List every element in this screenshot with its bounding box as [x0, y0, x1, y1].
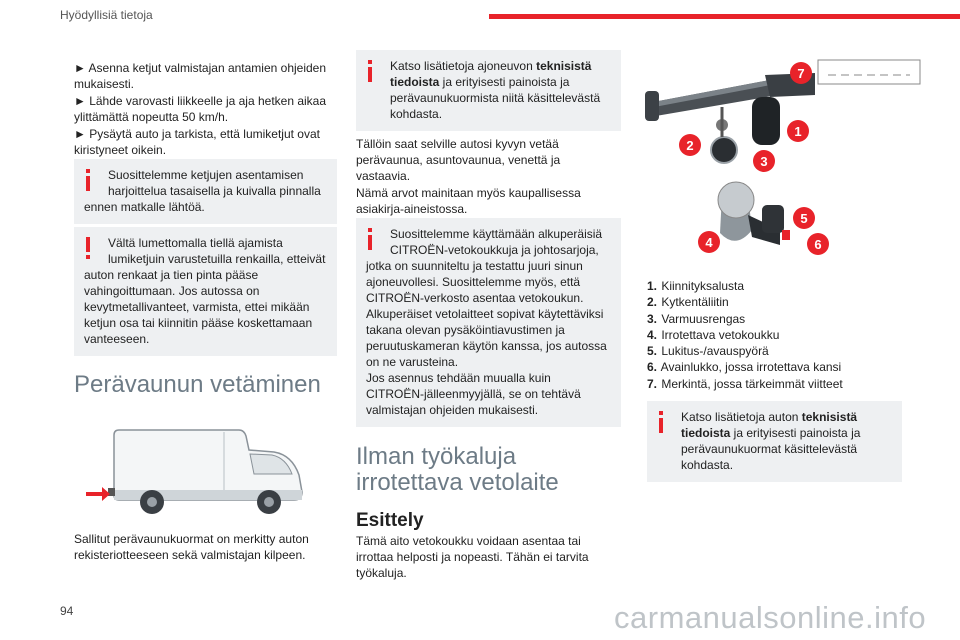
paragraph-capacity: Tällöin saat selville autosi kyvyn vetää perävaunua, asuntovaunua, venettä ja vastaavia. — [356, 137, 561, 183]
callout-1: 1 — [794, 124, 802, 139]
warning-box-lead: Vältä lumettomalla tiellä ajamista lumiketjuin varustetuilla renkailla, etteivät — [108, 236, 326, 266]
callout-6: 6 — [814, 237, 822, 252]
section-title-towing: Perävaunun vetäminen — [74, 371, 321, 398]
warning-icon — [81, 237, 95, 259]
towing-caption: Sallitut perävaunukuormat on merkitty auton rekisteriotteeseen sekä valmistajan kilpeen. — [74, 532, 309, 562]
section-title-removable-hitch: Ilman työkaluja irrotettava vetolaite — [356, 443, 559, 496]
legend-list — [647, 278, 843, 392]
running-header: Hyödyllisiä tietoja — [60, 8, 153, 22]
info-box-bold: teknisistä tiedoista — [390, 59, 592, 89]
legend-item: 3. Varmuusrengas — [647, 311, 746, 326]
paragraph-documents: Nämä arvot mainitaan myös kaupallisessa asiakirja-aineistossa. — [356, 186, 581, 216]
info-box — [74, 159, 337, 224]
info-icon — [654, 411, 668, 433]
info-icon — [363, 60, 377, 82]
info-box-pre: Katso lisätietoja auton — [681, 410, 802, 424]
info-box-rest: ennen matkalle lähtöä. — [84, 200, 205, 214]
legend-item: 1. Kiinnityksalusta — [647, 279, 745, 293]
info-box-original-hooks — [356, 218, 621, 427]
info-box-lead: Suosittelemme käyttämään alkuperäisiä CITROËN-vetokoukkuja ja johtosarjoja, — [390, 227, 603, 257]
van-illustration — [74, 420, 324, 520]
watermark: carmanualsonline.info — [614, 600, 927, 635]
info-icon — [81, 169, 95, 191]
subtitle-introduction: Esittely — [356, 510, 424, 531]
paragraph-introduction: Tämä aito vetokoukku voidaan asentaa tai irrottaa helposti ja nopeasti. Tähän ei tarvita työkaluja. — [356, 534, 589, 580]
callout-5: 5 — [800, 211, 808, 226]
info-box-rest: jotka on suunniteltu ja testattu juuri sinun ajoneuvollesi. Suosittelemme myös, että CITROËN-verkosto asentaa vetokoukun. Alkuperäiset vetolaitteet sopivat käytettäviksi takana olevan pysäköintiavustimen ja peruutuskameran käytön kanssa, jos autossa on ne varusteina. — [366, 259, 607, 369]
warning-box — [74, 227, 337, 356]
info-box-rest-2: Jos asennus tehdään muualla kuin CITROËN-jälleenmyyjällä, se on tehtävä valmistajan ohjeiden mukaisesti. — [366, 371, 581, 417]
legend-item: 7. Merkintä, jossa tärkeimmät viitteet — [647, 376, 843, 391]
info-box-lead: Suosittelemme ketjujen asentamisen harjoittelua tasaisella ja kuivalla pinnalla — [108, 168, 321, 198]
legend-item: 6. Avainlukko, jossa irrotettava kansi — [647, 360, 842, 375]
info-box-bold: teknisistä tiedoista — [681, 410, 858, 440]
info-box-tech-data-2 — [647, 401, 902, 482]
info-box-post: ja erityisesti painoista ja perävaunukuormat käsittelevästä kohdasta. — [681, 426, 861, 472]
legend-item: 5. Lukitus-/avauspyörä — [647, 344, 769, 359]
header-accent-bar — [489, 14, 960, 19]
info-box-post: ja erityisesti painoista ja perävaunukuormista niitä käsittelevästä kohdasta. — [390, 75, 601, 121]
step-2: ► Lähde varovasti liikkeelle ja aja hetken aikaa ylittämättä nopeutta 50 km/h. — [74, 94, 327, 124]
step-3: ► Pysäytä auto ja tarkista, että lumiketjut ovat kiristyneet oikein. — [74, 127, 320, 157]
step-1: ► Asenna ketjut valmistajan antamien ohjeiden mukaisesti. — [74, 61, 327, 91]
page-number: 94 — [60, 604, 74, 618]
info-icon — [363, 228, 377, 250]
legend-item: 2. Kytkentäliitin — [647, 295, 729, 310]
callout-4: 4 — [705, 235, 713, 250]
callout-7: 7 — [797, 66, 805, 81]
callout-2: 2 — [686, 138, 694, 153]
info-box-tech-data — [356, 50, 621, 131]
info-box-pre: Katso lisätietoja ajoneuvon — [390, 59, 537, 73]
callout-3: 3 — [760, 154, 768, 169]
tow-hook-diagram — [640, 55, 925, 270]
warning-box-rest: auton renkaat ja tien pinta pääse vahingoittumaan. Jos autossa on kevytmetallivanteet, varmista, ettei mikään ketjun osa tai kiinnitin pääse koskettamaan vanteeseen. — [84, 268, 313, 346]
legend-item: 4. Irrotettava vetokoukku — [647, 327, 780, 342]
